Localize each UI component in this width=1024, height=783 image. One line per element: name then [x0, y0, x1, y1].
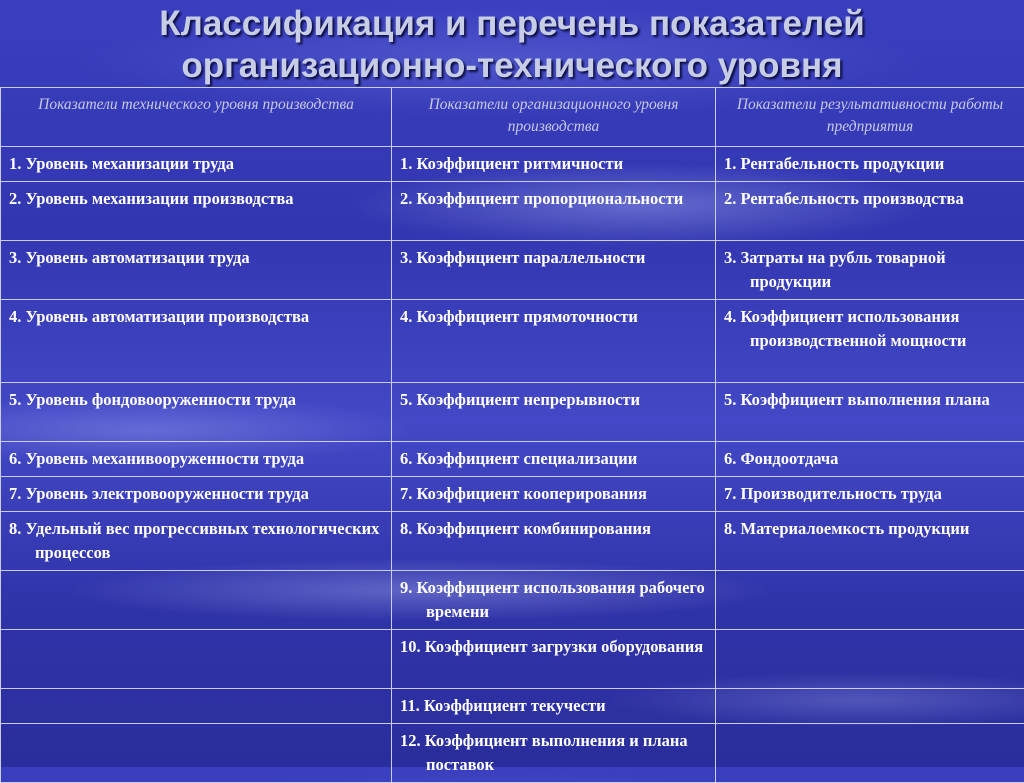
cell-technical: 5. Уровень фондовооруженности труда: [9, 388, 385, 412]
cell-performance: 3. Затраты на рубль товарной продукции: [724, 246, 1018, 294]
cell-technical: 3. Уровень автоматизации труда: [9, 246, 385, 270]
cell-technical: 7. Уровень электровооруженности труда: [9, 482, 385, 506]
title-line-1: Классификация и перечень показателей: [0, 3, 1024, 45]
title-line-2: организационно-технического уровня: [0, 45, 1024, 87]
header-performance: Показатели результативности работы предприятия: [716, 88, 1024, 147]
cell-performance: 5. Коэффициент выполнения плана: [724, 388, 1018, 412]
table-row: [1, 241, 1024, 300]
cell-organizational: 8. Коэффициент комбинирования: [400, 517, 709, 541]
cell-technical: 1. Уровень механизации труда: [9, 152, 385, 176]
cell-technical: 6. Уровень механивооруженности труда: [9, 447, 385, 471]
table-row: [1, 571, 1024, 630]
cell-performance: 4. Коэффициент использования производственной мощности: [724, 305, 1018, 353]
cell-organizational: 1. Коэффициент ритмичности: [400, 152, 709, 176]
cell-performance: 2. Рентабельность производства: [724, 187, 1018, 211]
cell-technical: 8. Удельный вес прогрессивных технологических процессов: [9, 517, 385, 565]
cell-performance: 6. Фондоотдача: [724, 447, 1018, 471]
cell-organizational: 6. Коэффициент специализации: [400, 447, 709, 471]
table-row: [1, 300, 1024, 383]
table-row: [1, 630, 1024, 689]
cell-performance: 7. Производительность труда: [724, 482, 1018, 506]
cell-organizational: 5. Коэффициент непрерывности: [400, 388, 709, 412]
cell-performance: 8. Материалоемкость продукции: [724, 517, 1018, 541]
cell-organizational: 11. Коэффициент текучести: [400, 694, 709, 718]
table-row: [1, 477, 1024, 512]
cell-organizational: 2. Коэффициент пропорциональности: [400, 187, 709, 211]
table-row: [1, 182, 1024, 241]
table-row: [1, 512, 1024, 571]
table-header-row: [1, 88, 1024, 147]
table-row: [1, 442, 1024, 477]
indicators-table: [0, 87, 1024, 783]
table-row: [1, 689, 1024, 724]
header-technical: Показатели технического уровня производства: [1, 88, 392, 147]
header-organizational: Показатели организационного уровня производства: [392, 88, 716, 147]
slide-title: [0, 0, 1024, 91]
cell-organizational: 3. Коэффициент параллельности: [400, 246, 709, 270]
cell-organizational: 7. Коэффициент кооперирования: [400, 482, 709, 506]
table-row: [1, 147, 1024, 182]
table-row: [1, 724, 1024, 783]
cell-organizational: 12. Коэффициент выполнения и плана поставок: [400, 729, 709, 777]
cell-organizational: 4. Коэффициент прямоточности: [400, 305, 709, 329]
cell-organizational: 10. Коэффициент загрузки оборудования: [400, 635, 709, 659]
cell-technical: 2. Уровень механизации производства: [9, 187, 385, 211]
table-row: [1, 383, 1024, 442]
cell-performance: 1. Рентабельность продукции: [724, 152, 1018, 176]
cell-technical: 4. Уровень автоматизации производства: [9, 305, 385, 329]
cell-organizational: 9. Коэффициент использования рабочего времени: [400, 576, 709, 624]
